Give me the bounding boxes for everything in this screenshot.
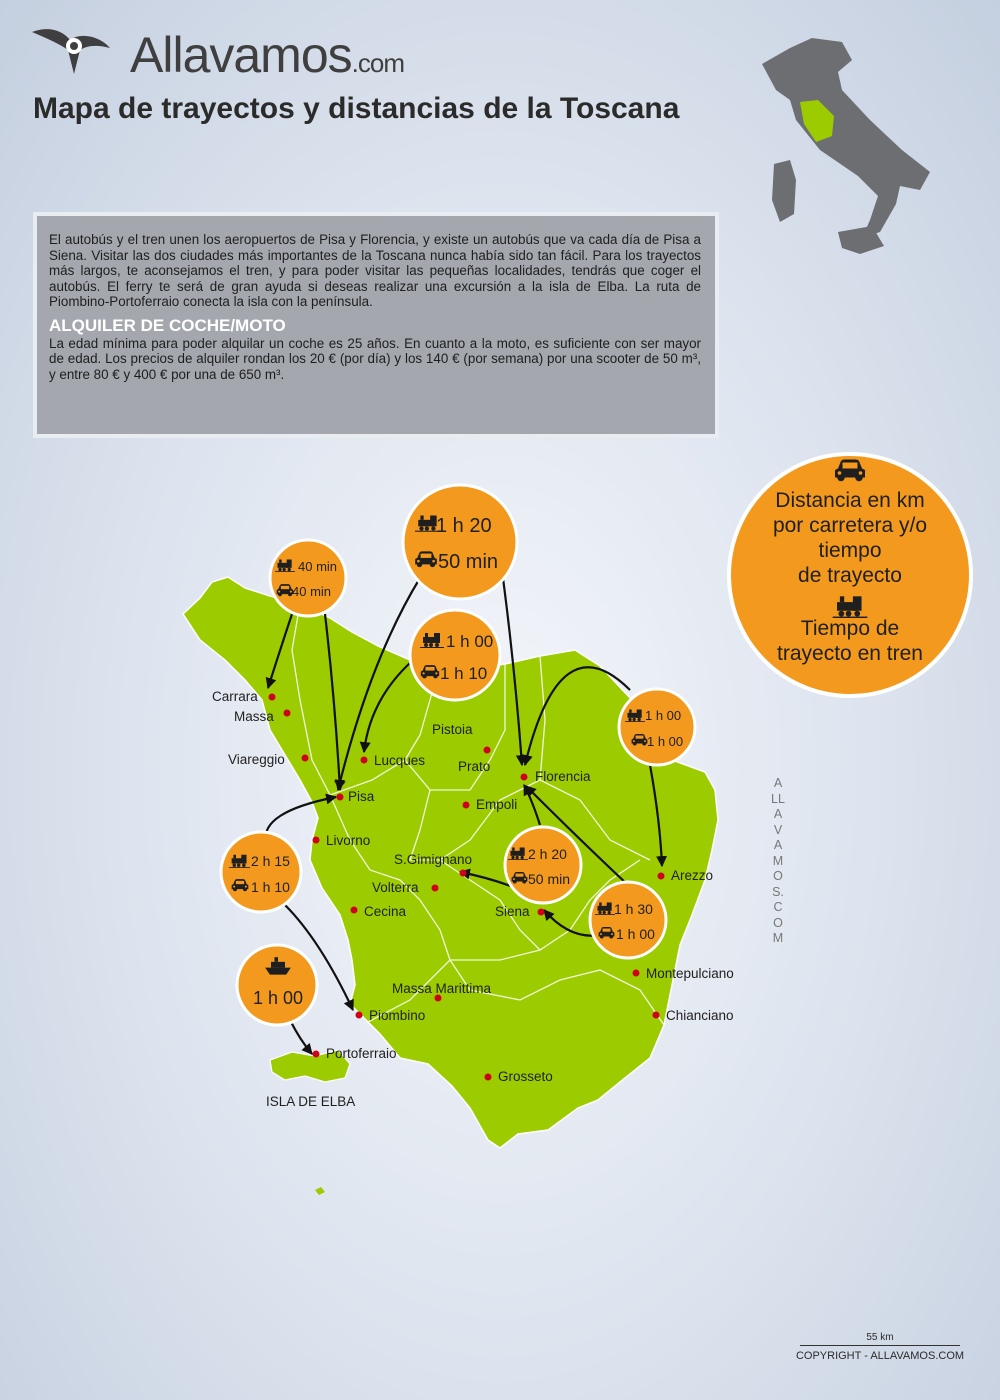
badge-ferry-time: 1 h 00 (253, 988, 304, 1008)
legend-train-line-2: trayecto en tren (777, 642, 923, 665)
footer (790, 1332, 970, 1362)
badge-florencia-lucques (410, 610, 500, 700)
city-portoferraio: Portoferraio (326, 1046, 397, 1061)
badge-train-time: 40 min (298, 559, 338, 574)
city-arezzo: Arezzo (671, 868, 714, 883)
info-paragraph: El autobús y el tren unen los aeropuertos de Pisa y Florencia, y existe un autobús que va cada día de Pisa a Siena. Visitar las dos ciudades más importantes de la Toscana nunca había sido tan fácil. Para los trayectos más largos, te aconsejamos el tren, y para poder visitar las pequeñas localidades, tendrás que coger el autobús. El ferry te será de gran ayuda si deseas realizar una excursión a la isla de Elba. La ruta de Piombino-Portoferraio conecta la isla con la península. (49, 232, 701, 310)
city-pisa: Pisa (348, 789, 375, 804)
badge-pisa-piombino (221, 832, 301, 912)
badge-car-time: 1 h 10 (440, 664, 488, 683)
city-empoli: Empoli (476, 797, 518, 812)
scale-bar (800, 1345, 960, 1346)
city-carrara: Carrara (212, 689, 258, 704)
italy-locator-icon (762, 38, 930, 254)
isla-de-elba-label: ISLA DE ELBA (266, 1094, 356, 1109)
badge-train-time: 2 h 20 (528, 846, 567, 862)
city-montepulciano: Montepulciano (646, 966, 734, 981)
small-island (315, 1187, 325, 1195)
badge-lucques-florencia (403, 485, 517, 599)
city-piombino: Piombino (369, 1008, 426, 1023)
legend-car-line-4: de trayecto (798, 564, 902, 587)
badge-train-time: 1 h 00 (645, 708, 682, 723)
city-cecina: Cecina (364, 904, 407, 919)
side-watermark: ALLAVAMOS.COM (771, 776, 785, 945)
badge-carrara-pisa (270, 540, 346, 616)
badge-car-time: 1 h 00 (616, 926, 655, 942)
badge-siena-florencia (590, 882, 666, 958)
badge-car-time: 40 min (292, 584, 332, 599)
badge-car-time: 1 h 00 (647, 734, 684, 749)
badge-train-time: 1 h 20 (436, 515, 492, 537)
badge-train-time: 1 h 00 (446, 632, 494, 651)
logo-domain: .com (351, 48, 404, 78)
badge-train-time: 2 h 15 (251, 853, 290, 869)
city-massa-marittima: Massa Marittima (392, 981, 492, 996)
rental-paragraph: La edad mínima para poder alquilar un coche es 25 años. En cuanto a la moto, es suficiente con ser mayor de edad. Los precios de alquiler rondan los 20 € (por día) y los 140 € (por semana) por una scooter de 50 m³, y entre 80 € y 400 € por una de 650 m³. (49, 335, 701, 382)
city-volterra: Volterra (372, 880, 419, 895)
legend (729, 454, 971, 696)
badge-florencia-arezzo (619, 689, 695, 765)
badge-ferry (237, 945, 317, 1025)
city-lucques: Lucques (374, 753, 426, 768)
badge-car-time: 50 min (438, 551, 499, 573)
logo-name: Allavamos (130, 27, 352, 83)
city-pistoia: Pistoia (432, 722, 473, 737)
city-chianciano: Chianciano (666, 1008, 734, 1023)
legend-car-line-3: tiempo (818, 539, 882, 562)
city-viareggio: Viareggio (228, 752, 285, 767)
city-florencia: Florencia (535, 769, 591, 784)
legend-train-line-1: Tiempo de (800, 617, 900, 640)
city-livorno: Livorno (326, 833, 371, 848)
copyright: COPYRIGHT - ALLAVAMOS.COM (795, 1350, 965, 1362)
city-prato: Prato (458, 759, 491, 774)
badge-siena-sgimignano (505, 827, 581, 903)
legend-car-line-2: por carretera y/o (772, 514, 928, 537)
scale-label: 55 km (866, 1332, 894, 1343)
rental-heading: ALQUILER DE COCHE/MOTO (49, 315, 286, 335)
city-siena: Siena (495, 904, 530, 919)
legend-car-line-1: Distancia en km (775, 489, 925, 512)
city-sgimignano: S.Gimignano (394, 852, 473, 867)
page-title: Mapa de trayectos y distancias de la Toscana (33, 92, 680, 125)
badge-car-time: 1 h 10 (251, 879, 290, 895)
city-massa: Massa (234, 709, 274, 724)
city-grosseto: Grosseto (498, 1069, 553, 1084)
badge-train-time: 1 h 30 (614, 901, 653, 917)
badge-car-time: 50 min (528, 871, 571, 887)
